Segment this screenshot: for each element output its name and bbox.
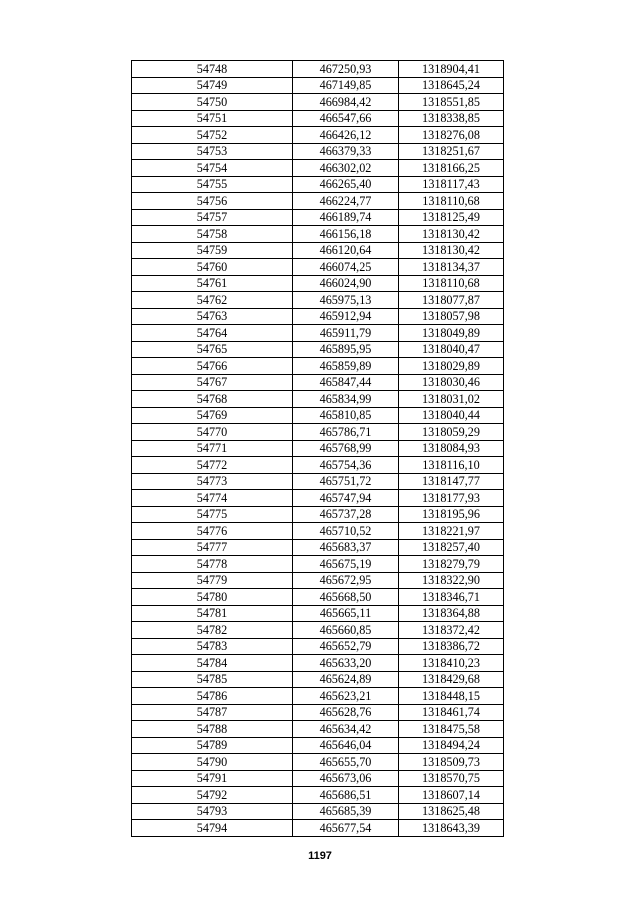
x-coordinate-cell: 465655,70 [293, 754, 399, 771]
y-coordinate-cell: 1318166,25 [399, 160, 504, 177]
x-coordinate-cell: 465652,79 [293, 638, 399, 655]
y-coordinate-cell: 1318147,77 [399, 473, 504, 490]
y-coordinate-cell: 1318049,89 [399, 325, 504, 342]
x-coordinate-cell: 466984,42 [293, 94, 399, 111]
page-number: 1197 [308, 850, 332, 862]
point-number-cell: 54783 [132, 638, 293, 655]
x-coordinate-cell: 466156,18 [293, 226, 399, 243]
table-row [132, 770, 504, 787]
y-coordinate-cell: 1318077,87 [399, 292, 504, 309]
table-row [132, 358, 504, 375]
x-coordinate-cell: 466547,66 [293, 110, 399, 127]
table-row [132, 589, 504, 606]
y-coordinate-cell: 1318134,37 [399, 259, 504, 276]
y-coordinate-cell: 1318643,39 [399, 820, 504, 837]
y-coordinate-cell: 1318461,74 [399, 704, 504, 721]
point-number-cell: 54765 [132, 341, 293, 358]
table-row [132, 737, 504, 754]
table-row [132, 176, 504, 193]
table-row [132, 242, 504, 259]
point-number-cell: 54756 [132, 193, 293, 210]
x-coordinate-cell: 465768,99 [293, 440, 399, 457]
table-row [132, 110, 504, 127]
point-number-cell: 54771 [132, 440, 293, 457]
y-coordinate-cell: 1318110,68 [399, 275, 504, 292]
table-row [132, 638, 504, 655]
point-number-cell: 54763 [132, 308, 293, 325]
table-row [132, 688, 504, 705]
x-coordinate-cell: 465911,79 [293, 325, 399, 342]
point-number-cell: 54751 [132, 110, 293, 127]
x-coordinate-cell: 466224,77 [293, 193, 399, 210]
y-coordinate-cell: 1318257,40 [399, 539, 504, 556]
table-row [132, 523, 504, 540]
x-coordinate-cell: 467149,85 [293, 77, 399, 94]
y-coordinate-cell: 1318116,10 [399, 457, 504, 474]
table-row [132, 539, 504, 556]
table-row [132, 325, 504, 342]
y-coordinate-cell: 1318040,47 [399, 341, 504, 358]
table-row [132, 77, 504, 94]
x-coordinate-cell: 465912,94 [293, 308, 399, 325]
table-row [132, 803, 504, 820]
table-row [132, 94, 504, 111]
x-coordinate-cell: 465672,95 [293, 572, 399, 589]
point-number-cell: 54794 [132, 820, 293, 837]
y-coordinate-cell: 1318130,42 [399, 226, 504, 243]
y-coordinate-cell: 1318904,41 [399, 61, 504, 78]
y-coordinate-cell: 1318494,24 [399, 737, 504, 754]
table-row [132, 160, 504, 177]
x-coordinate-cell: 465710,52 [293, 523, 399, 540]
y-coordinate-cell: 1318429,68 [399, 671, 504, 688]
x-coordinate-cell: 465737,28 [293, 506, 399, 523]
point-number-cell: 54767 [132, 374, 293, 391]
x-coordinate-cell: 465623,21 [293, 688, 399, 705]
coordinates-table-body [132, 61, 504, 837]
table-row [132, 407, 504, 424]
y-coordinate-cell: 1318117,43 [399, 176, 504, 193]
x-coordinate-cell: 466024,90 [293, 275, 399, 292]
y-coordinate-cell: 1318322,90 [399, 572, 504, 589]
point-number-cell: 54749 [132, 77, 293, 94]
x-coordinate-cell: 465895,95 [293, 341, 399, 358]
table-row [132, 457, 504, 474]
y-coordinate-cell: 1318607,14 [399, 787, 504, 804]
table-row [132, 556, 504, 573]
point-number-cell: 54778 [132, 556, 293, 573]
table-row [132, 754, 504, 771]
point-number-cell: 54790 [132, 754, 293, 771]
x-coordinate-cell: 465859,89 [293, 358, 399, 375]
y-coordinate-cell: 1318029,89 [399, 358, 504, 375]
y-coordinate-cell: 1318195,96 [399, 506, 504, 523]
x-coordinate-cell: 465633,20 [293, 655, 399, 672]
point-number-cell: 54764 [132, 325, 293, 342]
y-coordinate-cell: 1318221,97 [399, 523, 504, 540]
table-row [132, 209, 504, 226]
table-row [132, 374, 504, 391]
x-coordinate-cell: 466120,64 [293, 242, 399, 259]
table-row [132, 226, 504, 243]
table-row [132, 127, 504, 144]
table-row [132, 820, 504, 837]
y-coordinate-cell: 1318338,85 [399, 110, 504, 127]
x-coordinate-cell: 465686,51 [293, 787, 399, 804]
point-number-cell: 54773 [132, 473, 293, 490]
point-number-cell: 54780 [132, 589, 293, 606]
y-coordinate-cell: 1318475,58 [399, 721, 504, 738]
y-coordinate-cell: 1318410,23 [399, 655, 504, 672]
point-number-cell: 54770 [132, 424, 293, 441]
y-coordinate-cell: 1318279,79 [399, 556, 504, 573]
point-number-cell: 54768 [132, 391, 293, 408]
y-coordinate-cell: 1318625,48 [399, 803, 504, 820]
point-number-cell: 54759 [132, 242, 293, 259]
x-coordinate-cell: 466189,74 [293, 209, 399, 226]
table-row [132, 308, 504, 325]
x-coordinate-cell: 465685,39 [293, 803, 399, 820]
table-row [132, 506, 504, 523]
point-number-cell: 54760 [132, 259, 293, 276]
x-coordinate-cell: 465975,13 [293, 292, 399, 309]
x-coordinate-cell: 465624,89 [293, 671, 399, 688]
x-coordinate-cell: 466426,12 [293, 127, 399, 144]
table-row [132, 572, 504, 589]
y-coordinate-cell: 1318346,71 [399, 589, 504, 606]
x-coordinate-cell: 465675,19 [293, 556, 399, 573]
x-coordinate-cell: 465810,85 [293, 407, 399, 424]
y-coordinate-cell: 1318030,46 [399, 374, 504, 391]
point-number-cell: 54788 [132, 721, 293, 738]
point-number-cell: 54772 [132, 457, 293, 474]
y-coordinate-cell: 1318130,42 [399, 242, 504, 259]
point-number-cell: 54754 [132, 160, 293, 177]
table-row [132, 671, 504, 688]
point-number-cell: 54786 [132, 688, 293, 705]
point-number-cell: 54784 [132, 655, 293, 672]
point-number-cell: 54774 [132, 490, 293, 507]
x-coordinate-cell: 467250,93 [293, 61, 399, 78]
x-coordinate-cell: 466265,40 [293, 176, 399, 193]
y-coordinate-cell: 1318551,85 [399, 94, 504, 111]
point-number-cell: 54761 [132, 275, 293, 292]
y-coordinate-cell: 1318084,93 [399, 440, 504, 457]
y-coordinate-cell: 1318031,02 [399, 391, 504, 408]
y-coordinate-cell: 1318110,68 [399, 193, 504, 210]
point-number-cell: 54789 [132, 737, 293, 754]
x-coordinate-cell: 465847,44 [293, 374, 399, 391]
y-coordinate-cell: 1318364,88 [399, 605, 504, 622]
y-coordinate-cell: 1318509,73 [399, 754, 504, 771]
x-coordinate-cell: 465668,50 [293, 589, 399, 606]
point-number-cell: 54762 [132, 292, 293, 309]
y-coordinate-cell: 1318040,44 [399, 407, 504, 424]
table-row [132, 391, 504, 408]
x-coordinate-cell: 465834,99 [293, 391, 399, 408]
point-number-cell: 54791 [132, 770, 293, 787]
table-row [132, 292, 504, 309]
point-number-cell: 54785 [132, 671, 293, 688]
y-coordinate-cell: 1318059,29 [399, 424, 504, 441]
table-row [132, 143, 504, 160]
table-row [132, 605, 504, 622]
point-number-cell: 54753 [132, 143, 293, 160]
point-number-cell: 54758 [132, 226, 293, 243]
x-coordinate-cell: 465751,72 [293, 473, 399, 490]
y-coordinate-cell: 1318570,75 [399, 770, 504, 787]
point-number-cell: 54769 [132, 407, 293, 424]
point-number-cell: 54779 [132, 572, 293, 589]
y-coordinate-cell: 1318276,08 [399, 127, 504, 144]
y-coordinate-cell: 1318645,24 [399, 77, 504, 94]
point-number-cell: 54787 [132, 704, 293, 721]
x-coordinate-cell: 465660,85 [293, 622, 399, 639]
x-coordinate-cell: 465634,42 [293, 721, 399, 738]
table-row [132, 721, 504, 738]
point-number-cell: 54757 [132, 209, 293, 226]
x-coordinate-cell: 465665,11 [293, 605, 399, 622]
x-coordinate-cell: 465677,54 [293, 820, 399, 837]
point-number-cell: 54748 [132, 61, 293, 78]
coordinates-table [131, 60, 504, 837]
table-row [132, 193, 504, 210]
y-coordinate-cell: 1318386,72 [399, 638, 504, 655]
point-number-cell: 54782 [132, 622, 293, 639]
table-row [132, 490, 504, 507]
point-number-cell: 54750 [132, 94, 293, 111]
table-row [132, 341, 504, 358]
table-row [132, 473, 504, 490]
x-coordinate-cell: 465646,04 [293, 737, 399, 754]
point-number-cell: 54775 [132, 506, 293, 523]
table-row [132, 61, 504, 78]
x-coordinate-cell: 466379,33 [293, 143, 399, 160]
table-row [132, 275, 504, 292]
point-number-cell: 54781 [132, 605, 293, 622]
point-number-cell: 54766 [132, 358, 293, 375]
x-coordinate-cell: 465747,94 [293, 490, 399, 507]
y-coordinate-cell: 1318251,67 [399, 143, 504, 160]
y-coordinate-cell: 1318372,42 [399, 622, 504, 639]
x-coordinate-cell: 466302,02 [293, 160, 399, 177]
point-number-cell: 54752 [132, 127, 293, 144]
table-row [132, 655, 504, 672]
table-row [132, 259, 504, 276]
x-coordinate-cell: 465673,06 [293, 770, 399, 787]
x-coordinate-cell: 465628,76 [293, 704, 399, 721]
x-coordinate-cell: 465683,37 [293, 539, 399, 556]
table-row [132, 704, 504, 721]
point-number-cell: 54776 [132, 523, 293, 540]
table-row [132, 787, 504, 804]
y-coordinate-cell: 1318125,49 [399, 209, 504, 226]
table-row [132, 622, 504, 639]
point-number-cell: 54792 [132, 787, 293, 804]
y-coordinate-cell: 1318177,93 [399, 490, 504, 507]
x-coordinate-cell: 465754,36 [293, 457, 399, 474]
y-coordinate-cell: 1318448,15 [399, 688, 504, 705]
x-coordinate-cell: 465786,71 [293, 424, 399, 441]
point-number-cell: 54777 [132, 539, 293, 556]
table-row [132, 440, 504, 457]
x-coordinate-cell: 466074,25 [293, 259, 399, 276]
point-number-cell: 54755 [132, 176, 293, 193]
table-row [132, 424, 504, 441]
point-number-cell: 54793 [132, 803, 293, 820]
y-coordinate-cell: 1318057,98 [399, 308, 504, 325]
